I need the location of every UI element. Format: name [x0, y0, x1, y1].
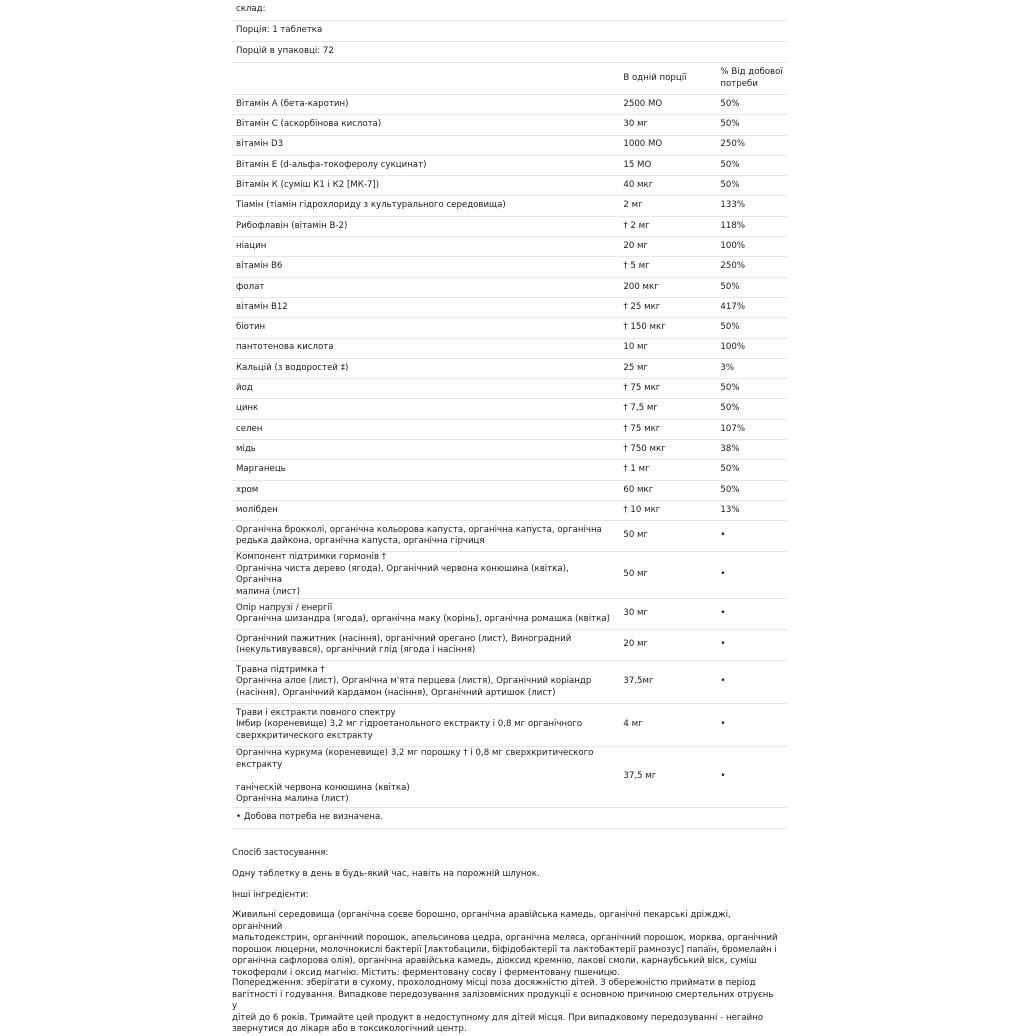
nutrient-row: [232, 399, 788, 419]
blend-description-line: [236, 771, 617, 783]
servings-per-container-label: Порцій в упаковці: 72: [232, 42, 788, 63]
nutrient-amount: † 2 мг: [619, 216, 716, 236]
nutrient-row: [232, 500, 788, 520]
nutrient-amount: 2 мг: [619, 196, 716, 216]
warning-text: [232, 978, 778, 1036]
nutrient-daily-value: 50%: [716, 399, 788, 419]
column-header-amount: В одній порції: [619, 63, 716, 95]
blend-amount: 4 мг: [619, 704, 716, 747]
other-ingredients-text: [232, 910, 778, 979]
nutrient-row: [232, 338, 788, 358]
blend-description-line: Травна підтримка †: [236, 664, 325, 675]
blend-description: [232, 552, 619, 599]
nutrient-name: цинк: [232, 399, 619, 419]
nutrient-row: [232, 419, 788, 439]
nutrient-row: [232, 257, 788, 277]
nutrient-row: [232, 95, 788, 115]
blend-amount: 37,5мг: [619, 661, 716, 704]
nutrient-daily-value: 107%: [716, 419, 788, 439]
nutrient-name: Вітамін А (бета-каротин): [232, 95, 619, 115]
blend-description-line: малина (лист): [236, 586, 300, 597]
nutrient-daily-value: 250%: [716, 257, 788, 277]
blend-amount: 37,5 мг: [619, 747, 716, 808]
composition-label: склад:: [232, 0, 788, 21]
nutrient-row: [232, 135, 788, 155]
nutrient-row: [232, 176, 788, 196]
blend-description: [232, 521, 619, 552]
blend-description-line: Імбир (кореневище) 3,2 мг гідроетанольного екстракту і 0,8 мг органічного: [236, 719, 583, 730]
blend-row: [232, 630, 788, 661]
nutrient-row: [232, 358, 788, 378]
serving-size-label: Порція: 1 таблетка: [232, 21, 788, 42]
serving-size-row: [232, 21, 788, 42]
nutrient-row: [232, 155, 788, 175]
nutrient-name: вітамін D3: [232, 135, 619, 155]
nutrient-name: Вітамін С (аскорбінова кислота): [232, 115, 619, 135]
usage-text: Одну таблетку в день в будь-який час, навіть на порожній шлунок.: [232, 869, 540, 879]
nutrient-row: [232, 297, 788, 317]
nutrient-daily-value: 118%: [716, 216, 788, 236]
nutrient-daily-value: 50%: [716, 460, 788, 480]
nutrient-row: [232, 277, 788, 297]
nutrient-name: Рибофлавін (вітамін В-2): [232, 216, 619, 236]
nutrient-amount: 2500 МО: [619, 95, 716, 115]
nutrient-amount: † 10 мкг: [619, 500, 716, 520]
nutrient-daily-value: 50%: [716, 176, 788, 196]
warning-line: вагітності і годування. Випадкове передозування залізовмісних продукції є основною причиною смертельних отруєнь у: [232, 989, 774, 1011]
blend-row: [232, 599, 788, 630]
blend-amount: 20 мг: [619, 630, 716, 661]
blend-description-line: Органічна алое (лист), Органічна м'ята перцева (листя), Органічний коріандр: [236, 676, 592, 687]
nutrient-amount: 200 мкг: [619, 277, 716, 297]
nutrient-daily-value: 3%: [716, 358, 788, 378]
nutrient-row: [232, 216, 788, 236]
blend-description-line: Органічна брокколі, органічна кольорова капуста, органічна капуста, органічна: [236, 524, 602, 535]
nutrient-row: [232, 480, 788, 500]
blend-daily-value: •: [716, 661, 788, 704]
nutrient-daily-value: 50%: [716, 318, 788, 338]
blend-description-line: екстракту: [236, 759, 283, 770]
blend-amount: 50 мг: [619, 521, 716, 552]
blend-daily-value: •: [716, 704, 788, 747]
supplement-facts-table: [232, 0, 788, 829]
nutrient-amount: † 5 мг: [619, 257, 716, 277]
nutrient-name: пантотенова кислота: [232, 338, 619, 358]
blend-daily-value: •: [716, 521, 788, 552]
nutrient-daily-value: 133%: [716, 196, 788, 216]
nutrient-daily-value: 50%: [716, 277, 788, 297]
nutrient-row: [232, 115, 788, 135]
nutrient-amount: † 25 мкг: [619, 297, 716, 317]
blend-daily-value: •: [716, 552, 788, 599]
warning-line: дітей до 6 років. Тримайте цей продукт в недоступному для дітей місця. При випадковому передозуванні - негайно: [232, 1012, 764, 1023]
nutrient-amount: † 150 мкг: [619, 318, 716, 338]
nutrient-name: вітамін В6: [232, 257, 619, 277]
nutrient-daily-value: 13%: [716, 500, 788, 520]
nutrient-name: хром: [232, 480, 619, 500]
footnote-row: [232, 808, 788, 828]
nutrient-name: йод: [232, 379, 619, 399]
usage-title: Спосіб застосування:: [232, 848, 329, 858]
blend-amount: 50 мг: [619, 552, 716, 599]
nutrient-amount: † 75 мкг: [619, 419, 716, 439]
nutrient-amount: 10 мг: [619, 338, 716, 358]
nutrient-daily-value: 38%: [716, 440, 788, 460]
nutrient-name: ніацин: [232, 237, 619, 257]
blend-description-line: Органічна шизандра (ягода), органічна маку (корінь), органічна ромашка (квітка): [236, 614, 610, 625]
other-ingredients-line: мальтодекстрин, органічний порошок, апельсинова цедра, органічна меляса, органічний порошок, морква, органічний: [232, 933, 778, 943]
other-ingredients-line: порошок люцерни, молочнокислі бактерії [лактобацили, біфідобактерії та лактобактерії рамнозус] папаїн, бромелайн і: [232, 944, 777, 955]
nutrient-amount: † 750 мкг: [619, 440, 716, 460]
blend-description: [232, 599, 619, 630]
blend-description-line: (насіння), Органічний кардамон (насіння), Органічний артишок (лист): [236, 687, 556, 698]
nutrient-name: біотин: [232, 318, 619, 338]
nutrient-name: Вітамін К (суміш К1 і К2 [МК-7]): [232, 176, 619, 196]
nutrient-name: вітамін В12: [232, 297, 619, 317]
nutrient-daily-value: 50%: [716, 95, 788, 115]
other-ingredients-title: Інші інгредієнти:: [232, 890, 309, 900]
other-ingredients-line: токофероли і оксид магнію. Містить: ферментовану сосву і ферментовану пшеницю.: [232, 967, 620, 978]
nutrient-row: [232, 318, 788, 338]
nutrient-daily-value: 50%: [716, 115, 788, 135]
blend-amount: 30 мг: [619, 599, 716, 630]
column-header-daily-value: % Від добової потреби: [716, 63, 788, 95]
footnote-text: • Добова потреба не визначена.: [232, 808, 788, 828]
nutrient-amount: † 75 мкг: [619, 379, 716, 399]
nutrient-daily-value: 417%: [716, 297, 788, 317]
servings-per-container-row: [232, 42, 788, 63]
nutrient-name: мідь: [232, 440, 619, 460]
blend-description: [232, 704, 619, 747]
composition-row: [232, 0, 788, 21]
nutrient-row: [232, 196, 788, 216]
nutrient-amount: 40 мкг: [619, 176, 716, 196]
nutrient-amount: 60 мкг: [619, 480, 716, 500]
nutrient-amount: 25 мг: [619, 358, 716, 378]
column-header-row: [232, 63, 788, 95]
nutrient-name: селен: [232, 419, 619, 439]
warning-line: Попередження: зберігати в сухому, прохолодному місці поза досяжністю дітей. З обережністю приймати в період: [232, 978, 756, 988]
nutrient-daily-value: 50%: [716, 379, 788, 399]
blend-row: [232, 704, 788, 747]
blend-description: [232, 630, 619, 661]
nutrient-amount: 15 МО: [619, 155, 716, 175]
blend-description-line: редька дайкона, органічна капуста, органічна гірчиця: [236, 536, 485, 547]
blend-daily-value: •: [716, 599, 788, 630]
blend-daily-value: •: [716, 630, 788, 661]
blend-daily-value: •: [716, 747, 788, 808]
blend-row: [232, 552, 788, 599]
nutrient-name: Кальцій (з водоростей ‡): [232, 358, 619, 378]
nutrient-daily-value: 50%: [716, 155, 788, 175]
blend-row: [232, 521, 788, 552]
nutrient-amount: 1000 МО: [619, 135, 716, 155]
nutrient-daily-value: 100%: [716, 237, 788, 257]
nutrient-amount: † 7,5 мг: [619, 399, 716, 419]
nutrient-name: Марганець: [232, 460, 619, 480]
blend-description-line: (некультивувався), органічний глід (ягода і насіння): [236, 645, 476, 656]
nutrient-row: [232, 379, 788, 399]
other-ingredients-line: Живильні середовища (органічна соєве борошно, органічна аравійська камедь, органічні пекарські дріжджі, органічний: [232, 910, 731, 932]
nutrient-daily-value: 100%: [716, 338, 788, 358]
nutrient-name: фолат: [232, 277, 619, 297]
blend-description-line: Органічна малина (лист): [236, 794, 349, 805]
blend-description: [232, 747, 619, 808]
nutrient-name: Вітамін Е (d-альфа-токоферолу сукцинат): [232, 155, 619, 175]
nutrient-daily-value: 50%: [716, 480, 788, 500]
nutrient-row: [232, 237, 788, 257]
blend-description: [232, 661, 619, 704]
blend-description-line: Опір напрузі / енергії: [236, 602, 333, 613]
blend-description-line: Органічна чиста дерево (ягода), Органічний червона конюшина (квітка), Органічна: [236, 563, 569, 586]
blend-row: [232, 747, 788, 808]
nutrient-amount: † 1 мг: [619, 460, 716, 480]
warning-line: звернутися до лікаря або в токсикологічний центр.: [232, 1024, 467, 1034]
nutrient-name: молібден: [232, 500, 619, 520]
nutrient-row: [232, 440, 788, 460]
blend-description-line: Органічна куркума (кореневище) 3,2 мг порошку † і 0,8 мг сверхкритического: [236, 748, 594, 759]
blend-description-line: Трави і екстракти повного спектру: [236, 707, 396, 718]
blend-row: [232, 661, 788, 704]
nutrient-amount: 30 мг: [619, 115, 716, 135]
nutrient-row: [232, 460, 788, 480]
blend-description-line: ганіческій червона конюшина (квітка): [236, 782, 410, 793]
blend-description-line: Компонент підтримки гормонів †: [236, 552, 387, 563]
other-ingredients-line: органічна сафлорова олія), органічна аравійська камедь, діоксид кремнію, лакові смоли, карнаубський віск, суміш: [232, 956, 757, 966]
blend-description-line: Органічний пажитник (насіння), органічний орегано (лист), Виноградний: [236, 633, 572, 644]
column-header-name: [232, 63, 619, 95]
nutrient-amount: 20 мг: [619, 237, 716, 257]
blend-description-line: сверхкритического екстракту: [236, 730, 373, 741]
nutrient-daily-value: 250%: [716, 135, 788, 155]
nutrient-name: Тіамін (тіамін гідрохлориду з культурального середовища): [232, 196, 619, 216]
